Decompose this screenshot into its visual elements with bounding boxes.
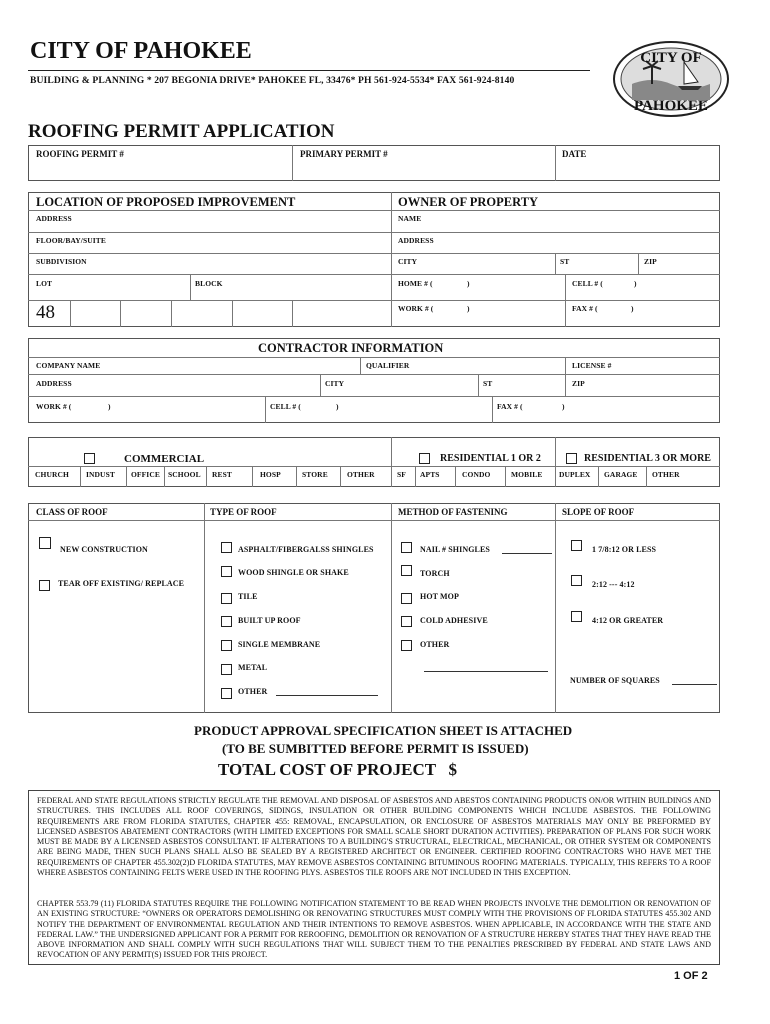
header-rule — [28, 70, 590, 71]
date-label: DATE — [562, 149, 587, 159]
contractor-st-label: ST — [483, 379, 493, 388]
other-type-checkbox[interactable] — [221, 688, 232, 699]
contractor-fax-label: FAX # ( — [497, 402, 523, 411]
owner-work-paren: ) — [467, 304, 470, 313]
single-membrane-checkbox[interactable] — [221, 640, 232, 651]
usage-col-rest[interactable]: REST — [212, 470, 232, 479]
slope-low-label: 1 7/8:12 OR LESS — [592, 545, 657, 554]
tear-off-label: TEAR OFF EXISTING/ REPLACE — [58, 579, 185, 588]
location-subdivision-label: SUBDIVISION — [36, 257, 87, 266]
commercial-label: COMMERCIAL — [124, 453, 205, 465]
owner-fax-paren: ) — [631, 304, 634, 313]
contractor-work-paren: ) — [108, 402, 111, 411]
type-other-line[interactable] — [276, 695, 378, 696]
type-asphalt-label: ASPHALT/FIBERGALSS SHINGLES — [238, 545, 374, 554]
usage-col-other-commercial[interactable]: OTHER — [347, 470, 375, 479]
type-of-roof-title: TYPE OF ROOF — [210, 507, 277, 517]
legal-paragraph-1: FEDERAL AND STATE REGULATIONS STRICTLY REGULATE THE REMOVAL AND DISPOSAL OF ASBESTOS AND ABESTOS CONTAINING PRODUCTS ON/OR WITHIN BUILDINGS AND STRUCTURES. THIS INCLUDES ALL ROOF COVERINGS, SIDINGS, INSULATION OR OTHER BUILDING COMPONENTS WHICH INCLUDE ASBESTOS. THE FOLLOWING REQUIREMENTS ARE FROM FLORIDA STATUTES, CHAPTER 455: REMOVAL, ENCAPSULATION, OR ENCLOSURE OF ASBESTOS MATERIALS MAY ONLY BE PREFORMED BY LICENSED ASBESTOS ABATEMENT CONTRACTORS (WITH LIMITED EXCEPTIONS FOR SMALL SCALE SHORT DURATION ACTIVITIES). PREPARATION OF PLANS FOR SUCH WORK MUST BE MADE BY A LICENSED ASBESTOS CONSULTANT. IF ALTERATIONS TO A BUILDING'S STRUCTURAL, ELECTRICAL, MECHANICAL, OR OTHER SYSTEM OR COMPONENTS ARE BEING MADE, THEN SUCH PLANS SHALL ALSO BE SEALED BY A REGISTERED ARCHITECT OR ENGINEER. CERTIFIED ROOFING CONTRACTORS WHO HAVE MET THE REQUIREMENTS OF CHAPTER 455.302(2)D FLORIDA STATUTES, MAY REMOVE ASBESTOS CONTAINING BITUMINOUS ROOFING MATERIALS. TYPICALLY, THIS REFERS TO A ROOF WHERE ASBESTOS CONTAINING FELTS WERE USED IN THE ROOFING PLYS. ASBESTOS TILE ROOFS ARE NOT INCLUDED IN THIS EXCEPTION. — [37, 796, 711, 878]
page-number: 1 OF 2 — [674, 970, 708, 982]
contractor-license-label: LICENSE # — [572, 361, 612, 370]
form-title: ROOFING PERMIT APPLICATION — [28, 121, 335, 142]
method-hot-mop-label: HOT MOP — [420, 592, 459, 601]
location-floor-label: FLOOR/BAY/SUITE — [36, 236, 106, 245]
type-built-up-label: BUILT UP ROOF — [238, 616, 301, 625]
other-method-checkbox[interactable] — [401, 640, 412, 651]
method-of-fastening-title: METHOD OF FASTENING — [398, 507, 508, 517]
hot-mop-checkbox[interactable] — [401, 593, 412, 604]
date-field[interactable] — [557, 160, 718, 180]
usage-col-other-residential[interactable]: OTHER — [652, 470, 680, 479]
usage-col-apts[interactable]: APTS — [420, 470, 440, 479]
product-approval-line1: PRODUCT APPROVAL SPECIFICATION SHEET IS ATTACHED — [194, 723, 573, 738]
contractor-city-label: CITY — [325, 379, 345, 388]
built-up-checkbox[interactable] — [221, 616, 232, 627]
owner-home-paren: ) — [467, 279, 470, 288]
location-lot-label: LOT — [36, 279, 53, 288]
type-tile-label: TILE — [238, 592, 258, 601]
method-other-line[interactable] — [424, 671, 548, 672]
contractor-qualifier-label: QUALIFIER — [366, 361, 410, 370]
method-other-label: OTHER — [420, 640, 450, 649]
city-title: CITY OF PAHOKEE — [30, 38, 252, 64]
usage-col-mobile[interactable]: MOBILE — [511, 470, 543, 479]
method-cold-adhesive-label: COLD ADHESIVE — [420, 616, 488, 625]
city-seal-logo — [612, 40, 730, 118]
wood-shingle-checkbox[interactable] — [221, 566, 232, 577]
usage-col-store[interactable]: STORE — [302, 470, 328, 479]
asphalt-checkbox[interactable] — [221, 542, 232, 553]
residential-1-2-checkbox[interactable] — [419, 453, 430, 464]
method-torch-label: TORCH — [420, 569, 450, 578]
contractor-address-label: ADDRESS — [36, 379, 72, 388]
primary-permit-label: PRIMARY PERMIT # — [300, 149, 388, 159]
usage-col-duplex[interactable]: DUPLEX — [559, 470, 591, 479]
contractor-cell-paren: ) — [336, 402, 339, 411]
number-of-squares-label: NUMBER OF SQUARES — [570, 676, 660, 685]
commercial-checkbox[interactable] — [84, 453, 95, 464]
owner-zip-label: ZIP — [644, 257, 657, 266]
usage-col-church[interactable]: CHURCH — [35, 470, 69, 479]
location-title: LOCATION OF PROPOSED IMPROVEMENT — [36, 195, 296, 209]
metal-checkbox[interactable] — [221, 664, 232, 675]
residential-3-label: RESIDENTIAL 3 OR MORE — [584, 453, 711, 464]
class-of-roof-title: CLASS OF ROOF — [36, 507, 108, 517]
owner-work-label: WORK # ( — [398, 304, 434, 313]
owner-title: OWNER OF PROPERTY — [398, 195, 539, 209]
total-cost-field[interactable] — [470, 762, 710, 782]
legal-paragraph-2: CHAPTER 553.79 (11) FLORIDA STATUTES REQUIRE THE FOLLOWING NOTIFICATION STATEMENT TO BE READ WHEN PROJECTS INVOLVE THE DEMOLITION OR RENOVATION OF AN EXISTING STRUCTURE: “OWNERS OR OPERATORS DEMOLISHING OR RENOVATING STRUCTURES MUST COMPLY WITH THE PROVISIONS OF FLORIDA STATUTES 455.302 AND NOTIFY THE DEPARTMENT OF ENVIRONMENTAL REGULATION AND THEIR INTENTIONS TO REMOVE ASBESTOS. WHEN APPLICABLE, IN ACCORDANCE WITH THE STATE AND FEDERAL LAW.” THE UNDERSIGNED APPLICANT FOR A PERMIT FOR REROOFING, DEMOLITION OR RENOVATION OF A STRUCTURE HEREBY STATES THAT THEY HAVE READ THE ABOVE INFORMATION AND SHALL COMPLY WITH SUCH REGULATIONS THAT WILL SUBJECT THEM TO THE PENALTIES PRESCRIBED BY FEDERAL AND STATE LAWS AND REVOCATION OF ANY PERMIT(S) ISSUED FOR THIS PROJECT. — [37, 899, 711, 960]
tile-checkbox[interactable] — [221, 593, 232, 604]
usage-col-school[interactable]: SCHOOL — [168, 470, 201, 479]
seal-top-text: CITY OF — [640, 50, 702, 66]
location-block-label: BLOCK — [195, 279, 223, 288]
slope-mid-checkbox[interactable] — [571, 575, 582, 586]
contractor-zip-label: ZIP — [572, 379, 585, 388]
usage-col-sf[interactable]: SF — [397, 470, 406, 479]
owner-st-label: ST — [560, 257, 570, 266]
owner-name-label: NAME — [398, 214, 422, 223]
owner-cell-label: CELL # ( — [572, 279, 603, 288]
contractor-fax-paren: ) — [562, 402, 565, 411]
product-approval-line2: (TO BE SUMBITTED BEFORE PERMIT IS ISSUED) — [222, 741, 529, 756]
seal-bottom-text: PAHOKEE — [634, 98, 708, 114]
residential-3-checkbox[interactable] — [566, 453, 577, 464]
usage-col-condo[interactable]: CONDO — [462, 470, 491, 479]
slope-of-roof-title: SLOPE OF ROOF — [562, 507, 635, 517]
new-construction-checkbox[interactable] — [39, 537, 51, 549]
location-address-label: ADDRESS — [36, 214, 72, 223]
owner-address-label: ADDRESS — [398, 236, 434, 245]
type-metal-label: METAL — [238, 663, 268, 672]
usage-col-hosp[interactable]: HOSP — [260, 470, 281, 479]
usage-col-indust[interactable]: INDUST — [86, 470, 115, 479]
owner-city-label: CITY — [398, 257, 418, 266]
torch-checkbox[interactable] — [401, 565, 412, 576]
residential-1-2-label: RESIDENTIAL 1 OR 2 — [440, 453, 541, 464]
contractor-company-label: COMPANY NAME — [36, 361, 101, 370]
lot-value[interactable]: 48 — [36, 302, 55, 323]
slope-high-checkbox[interactable] — [571, 611, 582, 622]
method-nail-label: NAIL # SHINGLES — [420, 545, 490, 554]
contractor-title: CONTRACTOR INFORMATION — [258, 341, 444, 355]
roofing-permit-label: ROOFING PERMIT # — [36, 149, 124, 159]
total-cost-label: TOTAL COST OF PROJECT $ — [218, 760, 458, 779]
nail-checkbox[interactable] — [401, 542, 412, 553]
cold-adhesive-checkbox[interactable] — [401, 616, 412, 627]
contractor-work-label: WORK # ( — [36, 402, 72, 411]
tear-off-checkbox[interactable] — [39, 580, 50, 591]
owner-fax-label: FAX # ( — [572, 304, 598, 313]
new-construction-label: NEW CONSTRUCTION — [60, 545, 148, 554]
header-address: BUILDING & PLANNING * 207 BEGONIA DRIVE* PAHOKEE FL, 33476* PH 561-924-5534* FAX 561-924-8140 — [30, 75, 515, 86]
type-wood-label: WOOD SHINGLE OR SHAKE — [238, 568, 349, 577]
number-of-squares-line[interactable] — [672, 684, 717, 685]
contractor-cell-label: CELL # ( — [270, 402, 301, 411]
type-single-membrane-label: SINGLE MEMBRANE — [238, 640, 321, 649]
usage-col-office[interactable]: OFFICE — [131, 470, 160, 479]
owner-cell-paren: ) — [634, 279, 637, 288]
owner-home-label: HOME # ( — [398, 279, 433, 288]
slope-high-label: 4:12 OR GREATER — [592, 616, 664, 625]
type-other-label: OTHER — [238, 687, 268, 696]
slope-mid-label: 2:12 --- 4:12 — [592, 580, 635, 589]
nail-count-line[interactable] — [502, 553, 552, 554]
roofing-permit-field[interactable] — [30, 160, 290, 180]
usage-col-garage[interactable]: GARAGE — [604, 470, 638, 479]
primary-permit-field[interactable] — [294, 160, 553, 180]
location-owner-section — [28, 192, 720, 327]
slope-low-checkbox[interactable] — [571, 540, 582, 551]
